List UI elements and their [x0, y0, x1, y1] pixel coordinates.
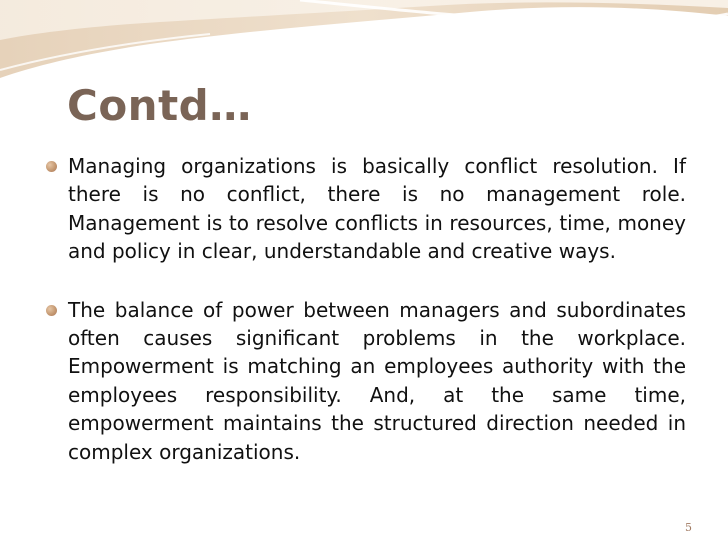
- bullet-item: [46, 296, 686, 466]
- bullet-dot-icon: [46, 305, 57, 316]
- bullet-list: [46, 152, 686, 466]
- bullet-item: [46, 152, 686, 266]
- slide-title: Contd…: [67, 81, 252, 130]
- bullet-text: The balance of power between managers and subordinates often causes significant problems in the workplace. Empowerment is matching an employees authority with the employees responsibility. And, at the same time, empowerment maintains the structured direction needed in complex organizations.: [68, 297, 686, 464]
- bullet-dot-icon: [46, 161, 57, 172]
- page-number: 5: [685, 521, 692, 534]
- bullet-text: Managing organizations is basically conflict resolution. If there is no conflict, there is no management role. Management is to resolve conflicts in resources, time, money and policy in clear, understandable and creative ways.: [68, 154, 686, 264]
